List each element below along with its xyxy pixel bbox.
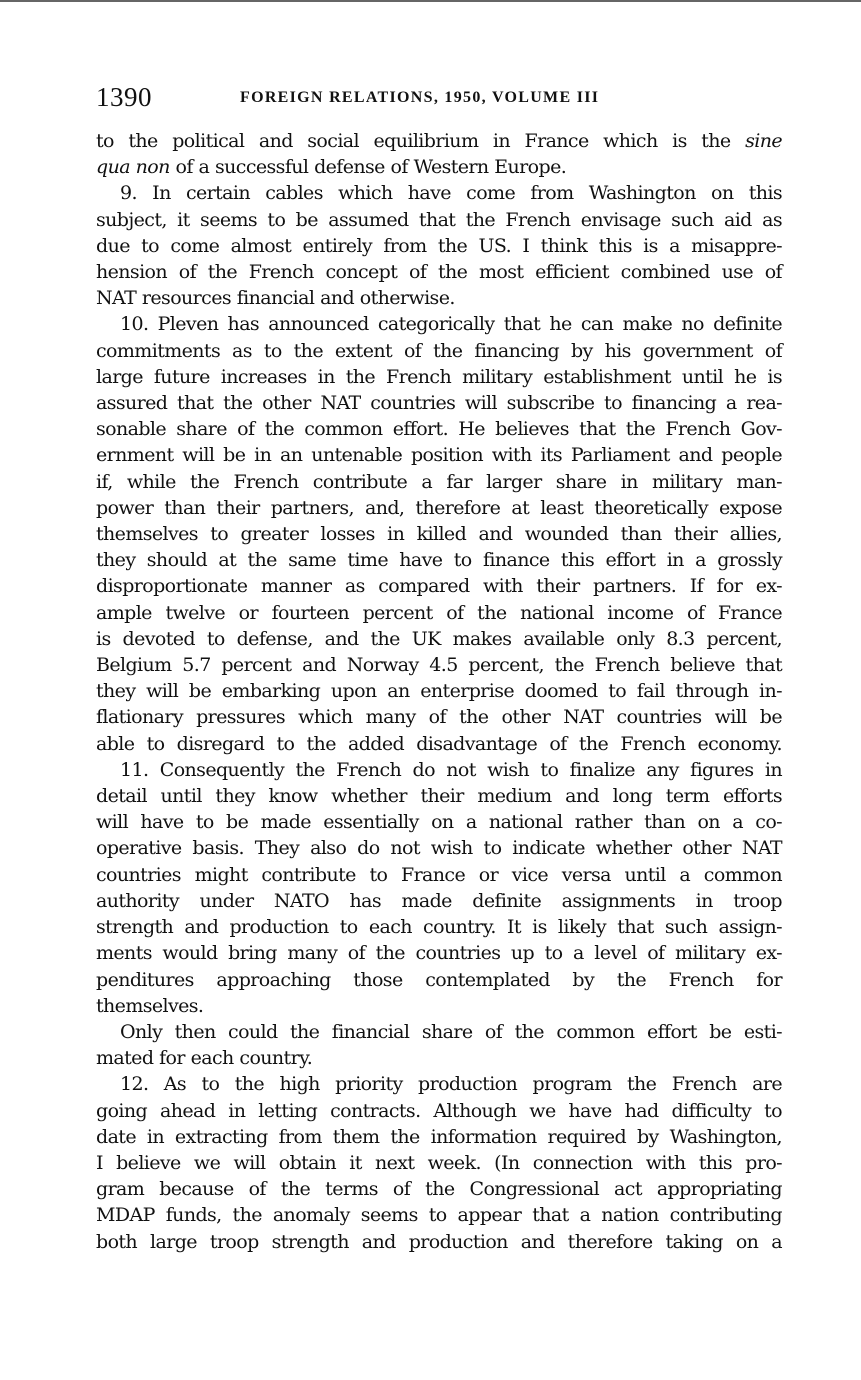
- text-segment: assured that the other NAT countries will subscribe to financing a rea-: [96, 392, 782, 415]
- text-segment: gram because of the terms of the Congressional act appropriating: [96, 1178, 782, 1201]
- text-segment: will have to be made essentially on a national rather than on a co-: [96, 811, 782, 834]
- text-segment: I believe we will obtain it next week. (In connection with this pro-: [96, 1151, 782, 1174]
- text-segment: large future increases in the French military establishment until he is: [96, 365, 782, 388]
- text-segment: 10. Pleven has announced categorically that he can make no definite: [120, 313, 782, 336]
- text-line: [96, 835, 782, 861]
- text-segment: commitments as to the extent of the financing by his government of: [96, 339, 782, 362]
- text-segment: strength and production to each country. It is likely that such assign-: [96, 916, 782, 939]
- text-line: [96, 757, 782, 783]
- text-segment: sonable share of the common effort. He believes that the French Gov-: [96, 418, 782, 441]
- text-line: [96, 1202, 782, 1228]
- italic-text: qua non: [96, 156, 170, 179]
- text-line: [96, 1045, 782, 1071]
- text-line: [96, 940, 782, 966]
- text-line: [96, 862, 782, 888]
- text-segment: NAT resources financial and otherwise.: [96, 287, 455, 310]
- text-line: [96, 914, 782, 940]
- text-segment: hension of the French concept of the most efficient combined use of: [96, 261, 782, 284]
- text-segment: power than their partners, and, therefore at least theoretically expose: [96, 496, 782, 519]
- text-line: [96, 442, 782, 468]
- text-line: [96, 311, 782, 337]
- text-line: [96, 1071, 782, 1097]
- text-segment: 12. As to the high priority production program the French are: [120, 1073, 782, 1096]
- text-line: [96, 495, 782, 521]
- text-segment: able to disregard to the added disadvantage of the French economy.: [96, 732, 782, 755]
- top-edge-rule: [0, 0, 861, 2]
- text-line: [96, 547, 782, 573]
- text-segment: if, while the French contribute a far larger share in military man-: [96, 470, 782, 493]
- text-line: [96, 1098, 782, 1124]
- text-segment: is devoted to defense, and the UK makes available only 8.3 percent,: [96, 627, 782, 650]
- text-segment: they will be embarking upon an enterprise doomed to fail through in-: [96, 680, 782, 703]
- text-segment: Only then could the financial share of the common effort be esti-: [120, 1020, 782, 1043]
- text-line: [96, 888, 782, 914]
- text-segment: countries might contribute to France or vice versa until a common: [96, 863, 782, 886]
- body-text: [96, 128, 782, 1255]
- text-line: [96, 783, 782, 809]
- text-segment: flationary pressures which many of the other NAT countries will be: [96, 706, 782, 729]
- text-segment: to the political and social equilibrium in France which is the: [96, 130, 746, 152]
- text-line: [96, 390, 782, 416]
- text-line: [96, 626, 782, 652]
- text-segment: going ahead in letting contracts. Although we have had difficulty to: [96, 1099, 782, 1122]
- text-line: [96, 469, 782, 495]
- text-segment: MDAP funds, the anomaly seems to appear that a nation contributing: [96, 1204, 782, 1227]
- text-segment: detail until they know whether their medium and long term efforts: [96, 785, 782, 808]
- text-line: [96, 416, 782, 442]
- text-segment: operative basis. They also do not wish to indicate whether other NAT: [96, 837, 782, 860]
- text-segment: date in extracting from them the information required by Washington,: [96, 1125, 782, 1148]
- text-segment: subject, it seems to be assumed that the French envisage such aid as: [96, 208, 782, 231]
- text-segment: mated for each country.: [96, 1047, 313, 1070]
- text-line: [96, 233, 782, 259]
- page-header: [96, 82, 782, 112]
- text-segment: authority under NATO has made definite assignments in troop: [96, 889, 782, 912]
- text-segment: 11. Consequently the French do not wish to finalize any figures in: [120, 758, 782, 781]
- text-segment: due to come almost entirely from the US. I think this is a misappre-: [96, 234, 782, 257]
- text-line: [96, 704, 782, 730]
- text-segment: penditures approaching those contemplated by the French for: [96, 968, 782, 991]
- running-head: FOREIGN RELATIONS, 1950, VOLUME III: [240, 89, 600, 106]
- text-line: [96, 128, 782, 154]
- text-line: [96, 678, 782, 704]
- text-segment: 9. In certain cables which have come from Washington on this: [120, 182, 782, 205]
- text-line: [96, 180, 782, 206]
- text-line: [96, 154, 782, 180]
- text-line: [96, 600, 782, 626]
- text-line: [96, 967, 782, 993]
- text-line: [96, 1019, 782, 1045]
- text-line: [96, 207, 782, 233]
- text-segment: they should at the same time have to finance this effort in a grossly: [96, 549, 782, 572]
- text-segment: ments would bring many of the countries up to a level of military ex-: [96, 942, 782, 965]
- text-line: [96, 1124, 782, 1150]
- text-segment: of a successful defense of Western Europe.: [169, 156, 567, 179]
- text-line: [96, 338, 782, 364]
- text-segment: themselves.: [96, 994, 204, 1017]
- text-segment: disproportionate manner as compared with their partners. If for ex-: [96, 575, 782, 598]
- text-line: [96, 573, 782, 599]
- text-line: [96, 1229, 782, 1255]
- text-line: [96, 285, 782, 311]
- text-line: [96, 521, 782, 547]
- text-segment: Belgium 5.7 percent and Norway 4.5 percent, the French believe that: [96, 654, 782, 677]
- text-line: [96, 1176, 782, 1202]
- text-line: [96, 259, 782, 285]
- page-number: 1390: [96, 82, 152, 112]
- text-line: [96, 993, 782, 1019]
- italic-text: sine: [745, 130, 782, 152]
- text-segment: ample twelve or fourteen percent of the national income of France: [96, 601, 782, 624]
- text-segment: ernment will be in an untenable position with its Parliament and people: [96, 444, 782, 467]
- text-line: [96, 364, 782, 390]
- text-line: [96, 652, 782, 678]
- text-segment: themselves to greater losses in killed and wounded than their allies,: [96, 523, 782, 546]
- text-line: [96, 809, 782, 835]
- text-line: [96, 731, 782, 757]
- text-segment: both large troop strength and production and therefore taking on a: [96, 1230, 782, 1253]
- text-line: [96, 1150, 782, 1176]
